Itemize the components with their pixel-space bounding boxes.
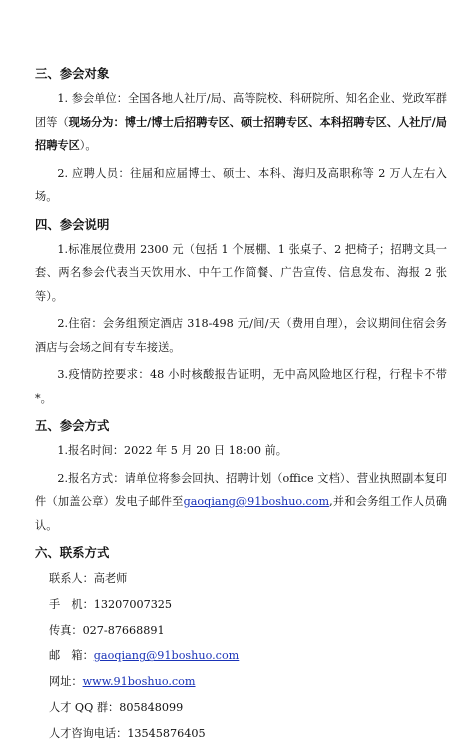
registration-method-end: ,并和会务组工作人员确认。 xyxy=(35,495,447,532)
paragraph-accommodation: 2.住宿：会务组预定酒店 318-498 元/间/天（费用自理），会议期间住宿会务酒店与会场之间有专车接送。 xyxy=(35,317,447,354)
paragraph-applicants: 2. 应聘人员：往届和应届博士、硕士、本科、海归及高职称等 2 万人左右入场。 xyxy=(35,166,447,203)
participating-units-zones: 现场分为：博士/博士后招聘专区、硕士招聘专区、本科招聘专区、人社厅/局招聘专区 xyxy=(35,115,447,152)
section-heading-contact: 六、联系方式 xyxy=(35,545,110,560)
registration-email-link[interactable]: gaoqiang@91boshuo.com xyxy=(183,495,330,508)
section-heading-method: 五、参会方式 xyxy=(35,418,110,433)
section-heading-attendees: 三、参会对象 xyxy=(35,66,110,81)
contact-email-row xyxy=(35,643,447,669)
contact-hotline: 人才咨询电话：13545876405 xyxy=(49,726,206,740)
document-body xyxy=(35,62,447,747)
paragraph-registration-method xyxy=(35,467,447,538)
contact-person: 联系人：高老师 xyxy=(49,572,128,585)
contact-website-row xyxy=(35,669,447,695)
participating-units-end: ）。 xyxy=(79,139,97,152)
contact-email-label: 邮 箱： xyxy=(49,649,94,663)
paragraph-participating-units xyxy=(35,87,447,158)
paragraph-epidemic-control: 3.疫情防控要求：48 小时核酸报告证明，无中高风险地区行程，行程卡不带*。 xyxy=(35,368,447,405)
contact-email-link[interactable]: gaoqiang@91boshuo.com xyxy=(93,649,240,663)
contact-website-label: 网址： xyxy=(49,675,83,689)
contact-website-link[interactable]: www.91boshuo.com xyxy=(82,675,196,689)
paragraph-registration-time: 1.报名时间：2022 年 5 月 20 日 18:00 前。 xyxy=(57,444,287,457)
section-heading-instructions: 四、参会说明 xyxy=(35,216,110,232)
registration-method-text: 2.报名方式：请单位将参会回执、招聘计划（office 文档）、营业执照副本复印件（加盖公章）发电子邮件至 xyxy=(35,471,447,508)
participating-units-text: 1. 参会单位：全国各地人社厅/局、高等院校、科研院所、知名企业、党政军群团等（ xyxy=(35,92,447,129)
contact-mobile: 手 机：13207007325 xyxy=(49,597,173,611)
contact-fax: 传真：027-87668891 xyxy=(49,623,165,637)
paragraph-booth-fee: 1.标准展位费用 2300 元（包括 1 个展棚、1 张桌子、2 把椅子；招聘文具一套、两名参会代表当天饮用水、中午工作简餐、广告宣传、信息发布、海报 2 张等）。 xyxy=(35,242,447,303)
contact-qq-group: 人才 QQ 群：805848099 xyxy=(49,700,184,714)
